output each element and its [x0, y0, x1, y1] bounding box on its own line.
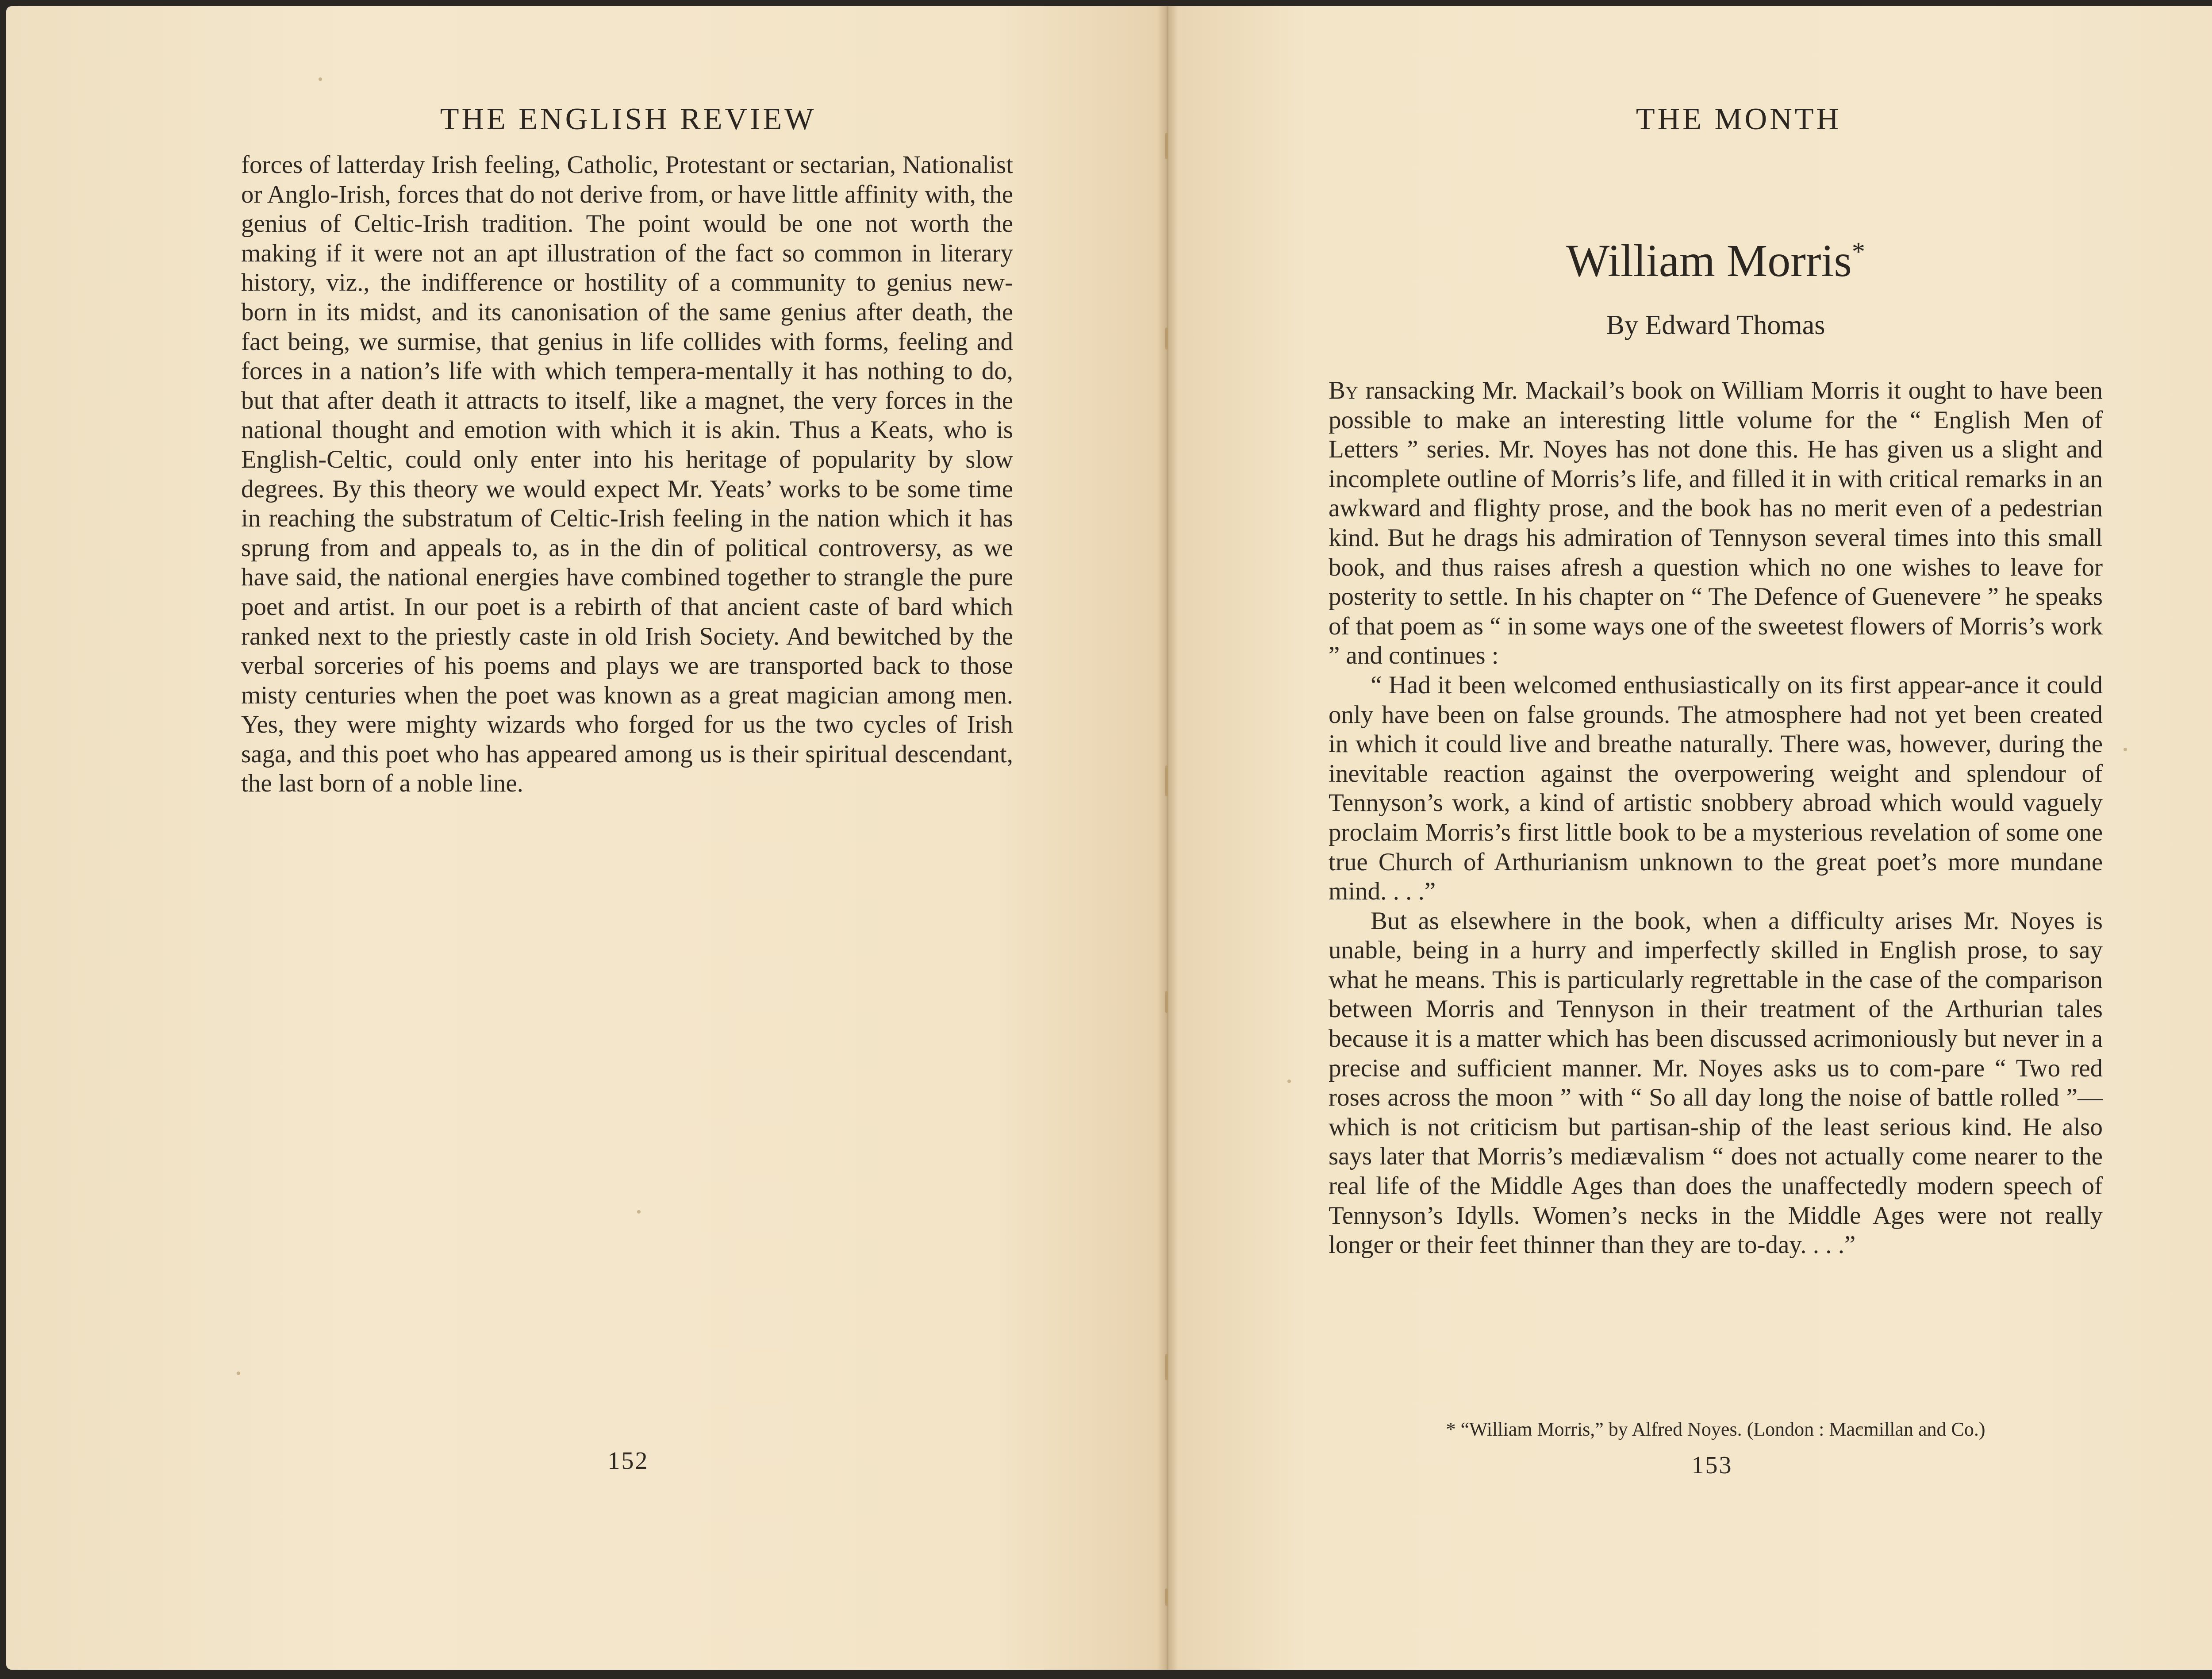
opening-paragraph	[1329, 376, 2103, 671]
article-title-text: William Morris	[1566, 235, 1852, 286]
paper-speck	[237, 1372, 240, 1375]
left-page-body	[241, 150, 1013, 799]
running-head-right: THE MONTH	[1636, 102, 1842, 136]
page-number-left: 152	[607, 1447, 649, 1475]
article-title	[1329, 234, 2103, 287]
article-byline: By Edward Thomas	[1606, 310, 1825, 340]
binding-stitch	[1165, 327, 1168, 350]
body-paragraph: forces of latterday Irish feeling, Catholic, Protestant or sectarian, Nationalist or Anglo-Irish, forces that do not derive from, or have little affinity with, the genius of Celtic-Irish tradition. The point would be one not worth the making if it were not an apt illustration of the fact so common in literary history, viz., the indifference or hostility of a community to genius new-born in its midst, and its canonisation of the same genius after death, the fact being, we surmise, that genius in life collides with forms, feeling and forces in a nation’s life with which tempera-mentally it has nothing to do, but that after death it attracts to itself, like a magnet, the very forces in the national thought and emotion with which it is akin. Thus a Keats, who is English-Celtic, could only enter into his heritage of popularity by slow degrees. By this theory we would expect Mr. Yeats’ works to be some time in reaching the substratum of Celtic-Irish feeling in the nation which it has sprung from and appeals to, as in the din of political controversy, as we have said, the national energies have combined together to strangle the pure poet and artist. In our poet is a rebirth of that ancient caste of bard which ranked next to the priestly caste in old Irish Society. And bewitched by the verbal sorceries of his poems and plays we are transported back to those misty centuries when the poet was known as a great magician among men. Yes, they were mighty wizards who forged for us the two cycles of Irish saga, and this poet who has appeared among us is their spiritual descendant, the last born of a noble line.	[241, 151, 1013, 798]
paper-speck	[2124, 748, 2127, 751]
opening-paragraph-text: ransacking Mr. Mackail’s book on William Morris it ought to have been possible to make an interesting little volume for the “ English Men of Letters ” series. Mr. Noyes has not done this. He has given us a slight and incomplete outline of Morris’s life, and filled it in with critical remarks in an awkward and flighty prose, and the book has no merit even of a pedestrian kind. But he drags his admiration of Tennyson several times into this small book, and thus raises afresh a question which no one wishes to leave for posterity to settle. In his chapter on “ The Defence of Guenevere ” he speaks of that poem as “ in some ways one of the sweetest flowers of Morris’s work ” and continues :	[1329, 377, 2103, 670]
binding-stitch	[1165, 991, 1168, 1013]
binding-stitch	[1165, 1588, 1168, 1606]
footnote: * “William Morris,” by Alfred Noyes. (London : Macmillan and Co.)	[1446, 1418, 1985, 1440]
binding-stitch	[1165, 765, 1168, 796]
paper-speck	[319, 77, 322, 81]
paper-speck	[637, 1210, 641, 1214]
opening-lead-word: By	[1329, 377, 1358, 404]
right-page-body	[1329, 376, 2103, 1260]
running-head-left: THE ENGLISH REVIEW	[440, 102, 817, 136]
block-quote: “ Had it been welcomed enthusiastically on its first appear-ance it could only have been on false grounds. The atmosphere had not yet been created in which it could live and breathe naturally. There was, however, during the inevitable reaction against the overpowering weight and splendour of Tennyson’s work, a kind of artistic snobbery abroad which would vaguely proclaim Morris’s first little book to be a mysterious revelation of some one true Church of Arthurianism unknown to the great poet’s more mundane mind. . . .”	[1329, 671, 2103, 906]
footnote-marker: *	[1851, 237, 1865, 266]
book-gutter	[1157, 6, 1178, 1670]
binding-stitch	[1165, 1354, 1168, 1380]
page-number-right: 153	[1691, 1452, 1733, 1479]
binding-stitch	[1165, 133, 1168, 159]
paper-speck	[1287, 1080, 1291, 1083]
body-paragraph: But as elsewhere in the book, when a difficulty arises Mr. Noyes is unable, being in a hurry and imperfectly skilled in English prose, to say what he means. This is particularly regrettable in the case of the comparison between Morris and Tennyson in their treatment of the Arthurian tales because it is a matter which has been discussed acrimoniously but never in a precise and sufficient manner. Mr. Noyes asks us to com-pare “ Two red roses across the moon ” with “ So all day long the noise of battle rolled ”—which is not criticism but partisan-ship of the least serious kind. He also says later that Morris’s mediævalism “ does not actually come nearer to the real life of the Middle Ages than does the unaffectedly modern speech of Tennyson’s Idylls. Women’s necks in the Middle Ages were not really longer or their feet thinner than they are to-day. . . .”	[1329, 907, 2103, 1259]
